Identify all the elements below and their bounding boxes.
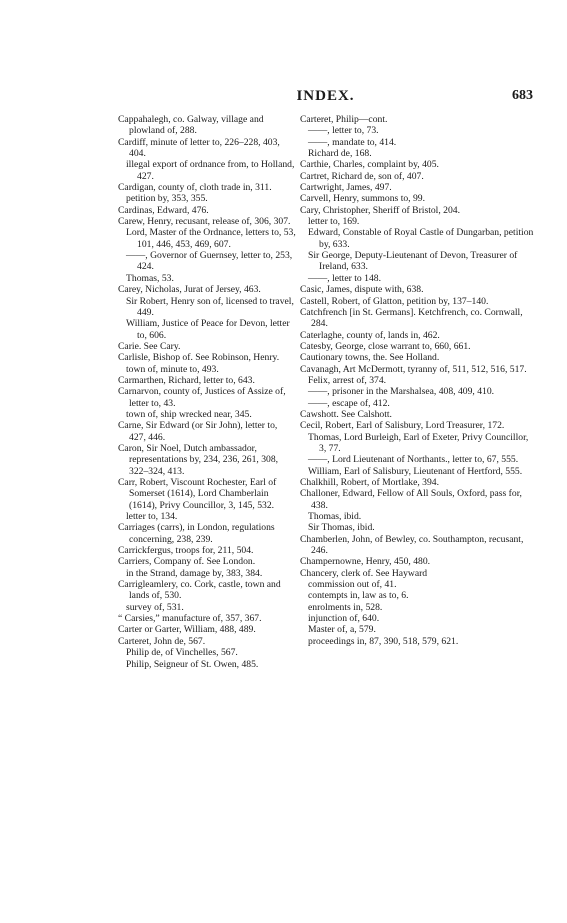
index-subentry: Edward, Constable of Royal Castle of Dungarban, petition by, 633. xyxy=(308,227,534,250)
index-subentry: ——, Governor of Guernsey, letter to, 253, 424. xyxy=(126,250,293,273)
index-subentry: commission out of, 41. xyxy=(308,579,397,591)
index-subentry: letter to, 134. xyxy=(126,511,178,523)
index-entry: Carthie, Charles, complaint by, 405. xyxy=(300,159,439,171)
index-subentry: Lord, Master of the Ordnance, letters to, 53, 101, 446, 453, 469, 607. xyxy=(126,227,296,250)
index-entry: Cardinas, Edward, 476. xyxy=(118,204,209,216)
index-entry: Caterlaghe, county of, lands in, 462. xyxy=(300,329,440,341)
index-subentry: town of, ship wrecked near, 345. xyxy=(126,408,252,420)
page-title: INDEX. xyxy=(296,88,355,104)
index-subentry: Master of, a, 579. xyxy=(308,624,376,636)
index-entry: Castell, Robert, of Glatton, petition by, 137–140. xyxy=(300,295,489,307)
index-subentry: petition by, 353, 355. xyxy=(126,193,208,205)
index-entry: Cappahalegh, co. Galway, village and plowland of, 288. xyxy=(118,114,264,137)
index-entry: Carriers, Company of. See London. xyxy=(118,556,256,568)
index-subentry: ——, escape of, 412. xyxy=(308,397,390,409)
index-subentry: in the Strand, damage by, 383, 384. xyxy=(126,567,263,579)
index-entry: Carrigleamlery, co. Cork, castle, town and lands of, 530. xyxy=(118,579,281,602)
index-entry: Catesby, George, close warrant to, 660, 661. xyxy=(300,340,471,352)
index-subentry: survey of, 531. xyxy=(126,601,184,613)
index-entry: Carteret, Philip—cont. xyxy=(300,114,388,125)
index-subentry: Felix, arrest of, 374. xyxy=(308,374,387,386)
index-subentry: injunction of, 640. xyxy=(308,613,380,625)
index-subentry: Sir George, Deputy-Lieutenant of Devon, Treasurer of Ireland, 633. xyxy=(308,250,518,273)
index-entry: Carie. See Cary. xyxy=(118,340,181,352)
index-subentry: contempts in, law as to, 6. xyxy=(308,590,409,602)
index-entry: Carlisle, Bishop of. See Robinson, Henry. xyxy=(118,352,280,364)
index-entry: Carey, Nicholas, Jurat of Jersey, 463. xyxy=(118,284,261,296)
index-entry: Carne, Sir Edward (or Sir John), letter to, 427, 446. xyxy=(118,420,278,443)
index-subentry: ——, Lord Lieutenant of Northants., letter to, 67, 555. xyxy=(308,454,519,466)
index-subentry: Thomas, Lord Burleigh, Earl of Exeter, Privy Councillor, 3, 77. xyxy=(308,431,529,454)
index-entry: Carr, Robert, Viscount Rochester, Earl of Somerset (1614), Lord Chamberlain (1614), Privy Councillor, 3, 145, 532. xyxy=(118,477,277,511)
index-subentry: ——, letter to, 73. xyxy=(308,125,379,137)
index-entry: Carmarthen, Richard, letter to, 643. xyxy=(118,374,255,386)
index-subentry: William, Earl of Salisbury, Lieutenant of Hertford, 555. xyxy=(308,465,523,477)
index-subentry: Thomas, 53. xyxy=(126,272,174,284)
index-subentry: Sir Thomas, ibid. xyxy=(308,522,375,534)
index-subentry: Thomas, ibid. xyxy=(308,511,362,523)
index-entry: Caron, Sir Noel, Dutch ambassador, representations by, 234, 236, 261, 308, 322–324, 413. xyxy=(118,442,279,477)
index-subentry: Sir Robert, Henry son of, licensed to travel, 449. xyxy=(126,295,294,318)
index-subentry: town of, minute to, 493. xyxy=(126,363,219,375)
page-header xyxy=(118,88,533,108)
index-entry: Cecil, Robert, Earl of Salisbury, Lord Treasurer, 172. xyxy=(300,420,505,432)
index-entry: Carter or Garter, William, 488, 489. xyxy=(118,624,256,636)
index-entry: Cartwright, James, 497. xyxy=(300,182,392,194)
index-subentry: William, Justice of Peace for Devon, letter to, 606. xyxy=(126,318,290,341)
index-entry: Chancery, clerk of. See Hayward xyxy=(300,567,428,579)
index-subentry: Philip de, of Vinchelles, 567. xyxy=(126,647,238,659)
right-index-column xyxy=(300,114,536,647)
index-subentry: proceedings in, 87, 390, 518, 579, 621. xyxy=(308,635,459,647)
index-entry: Chalkhill, Robert, of Mortlake, 394. xyxy=(300,477,440,488)
index-entry: Champernowne, Henry, 450, 480. xyxy=(300,556,431,568)
index-subentry: Richard de, 168. xyxy=(308,148,372,160)
index-entry: Cautionary towns, the. See Holland. xyxy=(300,352,440,364)
left-index-column xyxy=(118,114,296,670)
index-subentry: letter to, 169. xyxy=(308,216,360,228)
index-entry: Cawshott. See Calshott. xyxy=(300,408,392,420)
index-entry: Cary, Christopher, Sheriff of Bristol, 204. xyxy=(300,204,461,216)
index-entry: Chamberlen, John, of Bewley, co. Southampton, recusant, 246. xyxy=(300,533,524,557)
index-entry: Carew, Henry, recusant, release of, 306, 307. xyxy=(118,216,291,228)
index-subentry: ——, prisoner in the Marshalsea, 408, 409, 410. xyxy=(308,386,495,398)
index-entry: Carteret, John de, 567. xyxy=(118,635,206,647)
index-entry: Carriages (carrs), in London, regulations concerning, 238, 239. xyxy=(118,522,275,545)
index-entry: Cardigan, county of, cloth trade in, 311. xyxy=(118,182,272,194)
index-entry: Cardiff, minute of letter to, 226–228, 403, 404. xyxy=(118,136,280,160)
index-subentry: ——, letter to 148. xyxy=(308,272,381,284)
index-entry: Cartret, Richard de, son of, 407. xyxy=(300,170,424,182)
index-entry: Catchfrench [in St. Germans]. Ketchfrench, co. Cornwall, 284. xyxy=(300,306,523,330)
index-entry: Challoner, Edward, Fellow of All Souls, Oxford, pass for, 438. xyxy=(300,488,522,511)
index-entry: Carvell, Henry, summons to, 99. xyxy=(300,193,426,205)
index-subentry: enrolments in, 528. xyxy=(308,601,383,613)
page-number: 683 xyxy=(512,88,533,103)
index-entry: Cavanagh, Art McDermott, tyranny of, 511, 512, 516, 517. xyxy=(300,363,527,375)
index-subentry: illegal export of ordnance from, to Holland, 427. xyxy=(126,159,295,182)
index-entry: “ Carsies,” manufacture of, 357, 367. xyxy=(118,613,262,625)
index-subentry: Philip, Seigneur of St. Owen, 485. xyxy=(126,658,259,670)
index-entry: Carnarvon, county of, Justices of Assize of, letter to, 43. xyxy=(118,386,286,409)
index-entry: Carrickfergus, troops for, 211, 504. xyxy=(118,545,254,557)
index-entry: Casic, James, dispute with, 638. xyxy=(300,284,424,296)
index-subentry: ——, mandate to, 414. xyxy=(308,136,397,148)
